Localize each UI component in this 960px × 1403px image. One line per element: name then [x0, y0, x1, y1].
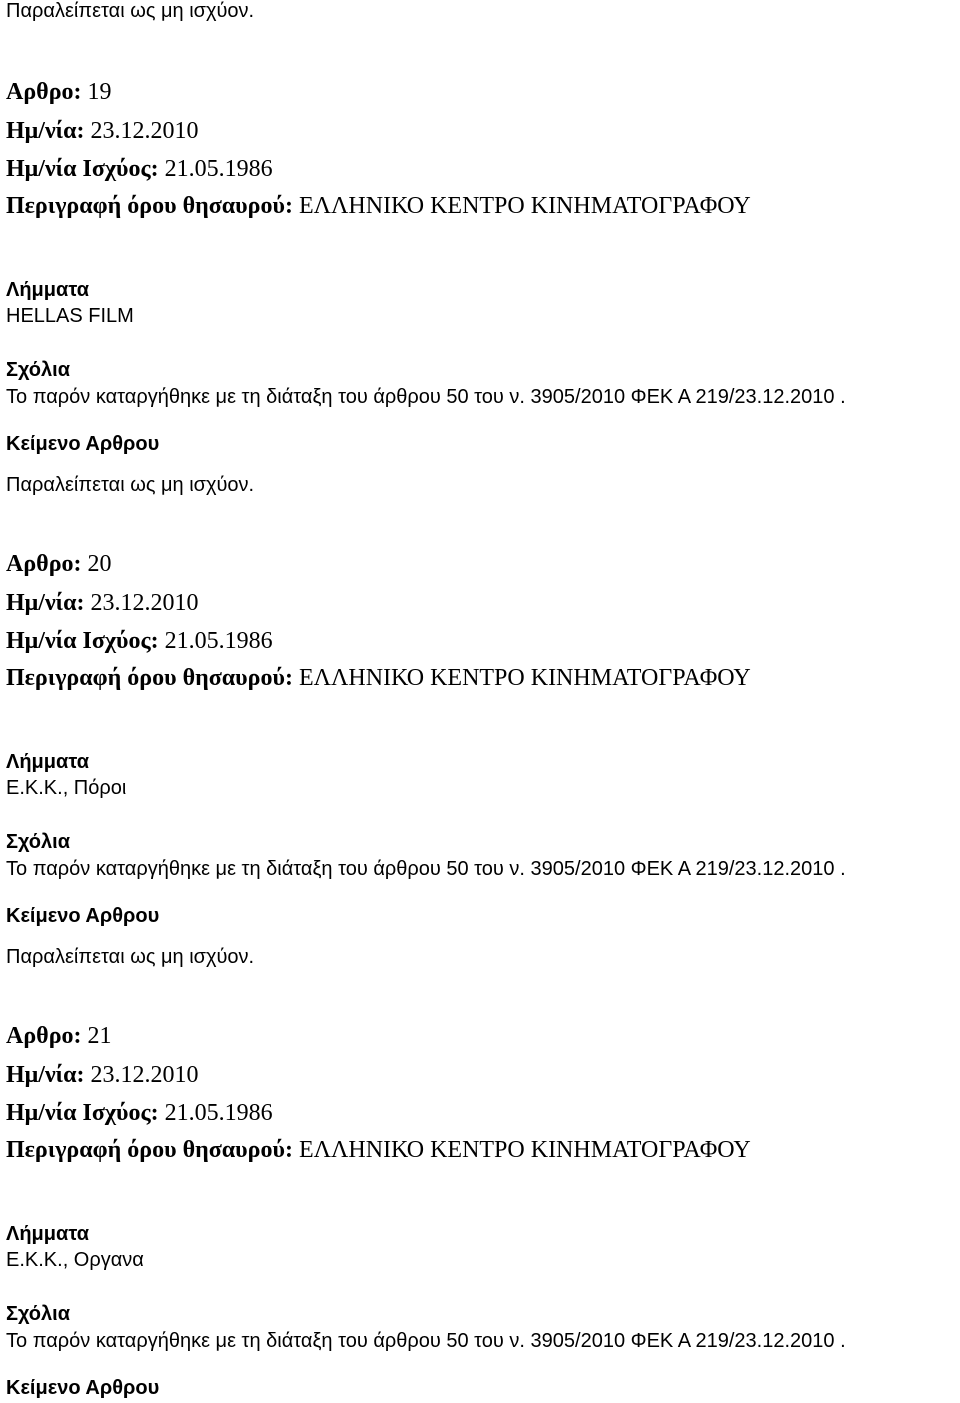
keywords-value: Ε.Κ.Κ., Οργανα — [6, 1249, 144, 1271]
article-number-line — [6, 1023, 112, 1050]
date-line — [6, 118, 199, 145]
comments-heading: Σχόλια — [6, 359, 70, 381]
article-label: Αρθρο: — [6, 1023, 82, 1049]
article-label: Αρθρο: — [6, 79, 82, 105]
thesaurus-line — [6, 1137, 751, 1164]
keywords-heading: Λήμματα — [6, 1223, 89, 1245]
effective-date-value: 21.05.1986 — [164, 156, 273, 182]
article-number: 21 — [87, 1023, 112, 1049]
effective-date-line — [6, 628, 273, 655]
date-line — [6, 590, 199, 617]
comments-value: Το παρόν καταργήθηκε με τη διάταξη του άρθρου 50 του ν. 3905/2010 ΦΕΚ Α 219/23.12.2010 . — [6, 386, 846, 408]
article-number: 19 — [87, 79, 112, 105]
text-heading: Κείμενο Αρθρου — [6, 433, 160, 455]
article-number: 20 — [87, 551, 112, 577]
effective-date-label: Ημ/νία Ισχύος: — [6, 156, 159, 182]
comments-heading: Σχόλια — [6, 1303, 70, 1325]
date-line — [6, 1062, 199, 1089]
date-value: 23.12.2010 — [90, 590, 199, 616]
thesaurus-label: Περιγραφή όρου θησαυρού: — [6, 193, 293, 219]
effective-date-label: Ημ/νία Ισχύος: — [6, 628, 159, 654]
date-label: Ημ/νία: — [6, 1062, 85, 1088]
date-value: 23.12.2010 — [90, 1062, 199, 1088]
thesaurus-value: ΕΛΛΗΝΙΚΟ ΚΕΝΤΡΟ ΚΙΝΗΜΑΤΟΓΡΑΦΟΥ — [298, 1137, 751, 1163]
effective-date-value: 21.05.1986 — [164, 628, 273, 654]
comments-value: Το παρόν καταργήθηκε με τη διάταξη του άρθρου 50 του ν. 3905/2010 ΦΕΚ Α 219/23.12.2010 . — [6, 1330, 846, 1352]
top-text-value: Παραλείπεται ως μη ισχύον. — [6, 0, 255, 22]
article-number-line — [6, 79, 112, 106]
text-heading: Κείμενο Αρθρου — [6, 1377, 160, 1399]
text-value: Παραλείπεται ως μη ισχύον. — [6, 946, 255, 968]
text-value: Παραλείπεται ως μη ισχύον. — [6, 474, 255, 496]
effective-date-value: 21.05.1986 — [164, 1100, 273, 1126]
thesaurus-line — [6, 665, 751, 692]
effective-date-line — [6, 156, 273, 183]
thesaurus-label: Περιγραφή όρου θησαυρού: — [6, 1137, 293, 1163]
thesaurus-value: ΕΛΛΗΝΙΚΟ ΚΕΝΤΡΟ ΚΙΝΗΜΑΤΟΓΡΑΦΟΥ — [298, 665, 751, 691]
keywords-heading: Λήμματα — [6, 279, 89, 301]
text-heading: Κείμενο Αρθρου — [6, 905, 160, 927]
keywords-value: HELLAS FILM — [6, 305, 134, 327]
effective-date-line — [6, 1100, 273, 1127]
article-label: Αρθρο: — [6, 551, 82, 577]
thesaurus-value: ΕΛΛΗΝΙΚΟ ΚΕΝΤΡΟ ΚΙΝΗΜΑΤΟΓΡΑΦΟΥ — [298, 193, 751, 219]
thesaurus-line — [6, 193, 751, 220]
thesaurus-label: Περιγραφή όρου θησαυρού: — [6, 665, 293, 691]
comments-value: Το παρόν καταργήθηκε με τη διάταξη του άρθρου 50 του ν. 3905/2010 ΦΕΚ Α 219/23.12.2010 . — [6, 858, 846, 880]
keywords-value: Ε.Κ.Κ., Πόροι — [6, 777, 127, 799]
date-label: Ημ/νία: — [6, 118, 85, 144]
comments-heading: Σχόλια — [6, 831, 70, 853]
keywords-heading: Λήμματα — [6, 751, 89, 773]
date-value: 23.12.2010 — [90, 118, 199, 144]
date-label: Ημ/νία: — [6, 590, 85, 616]
effective-date-label: Ημ/νία Ισχύος: — [6, 1100, 159, 1126]
article-number-line — [6, 551, 112, 578]
